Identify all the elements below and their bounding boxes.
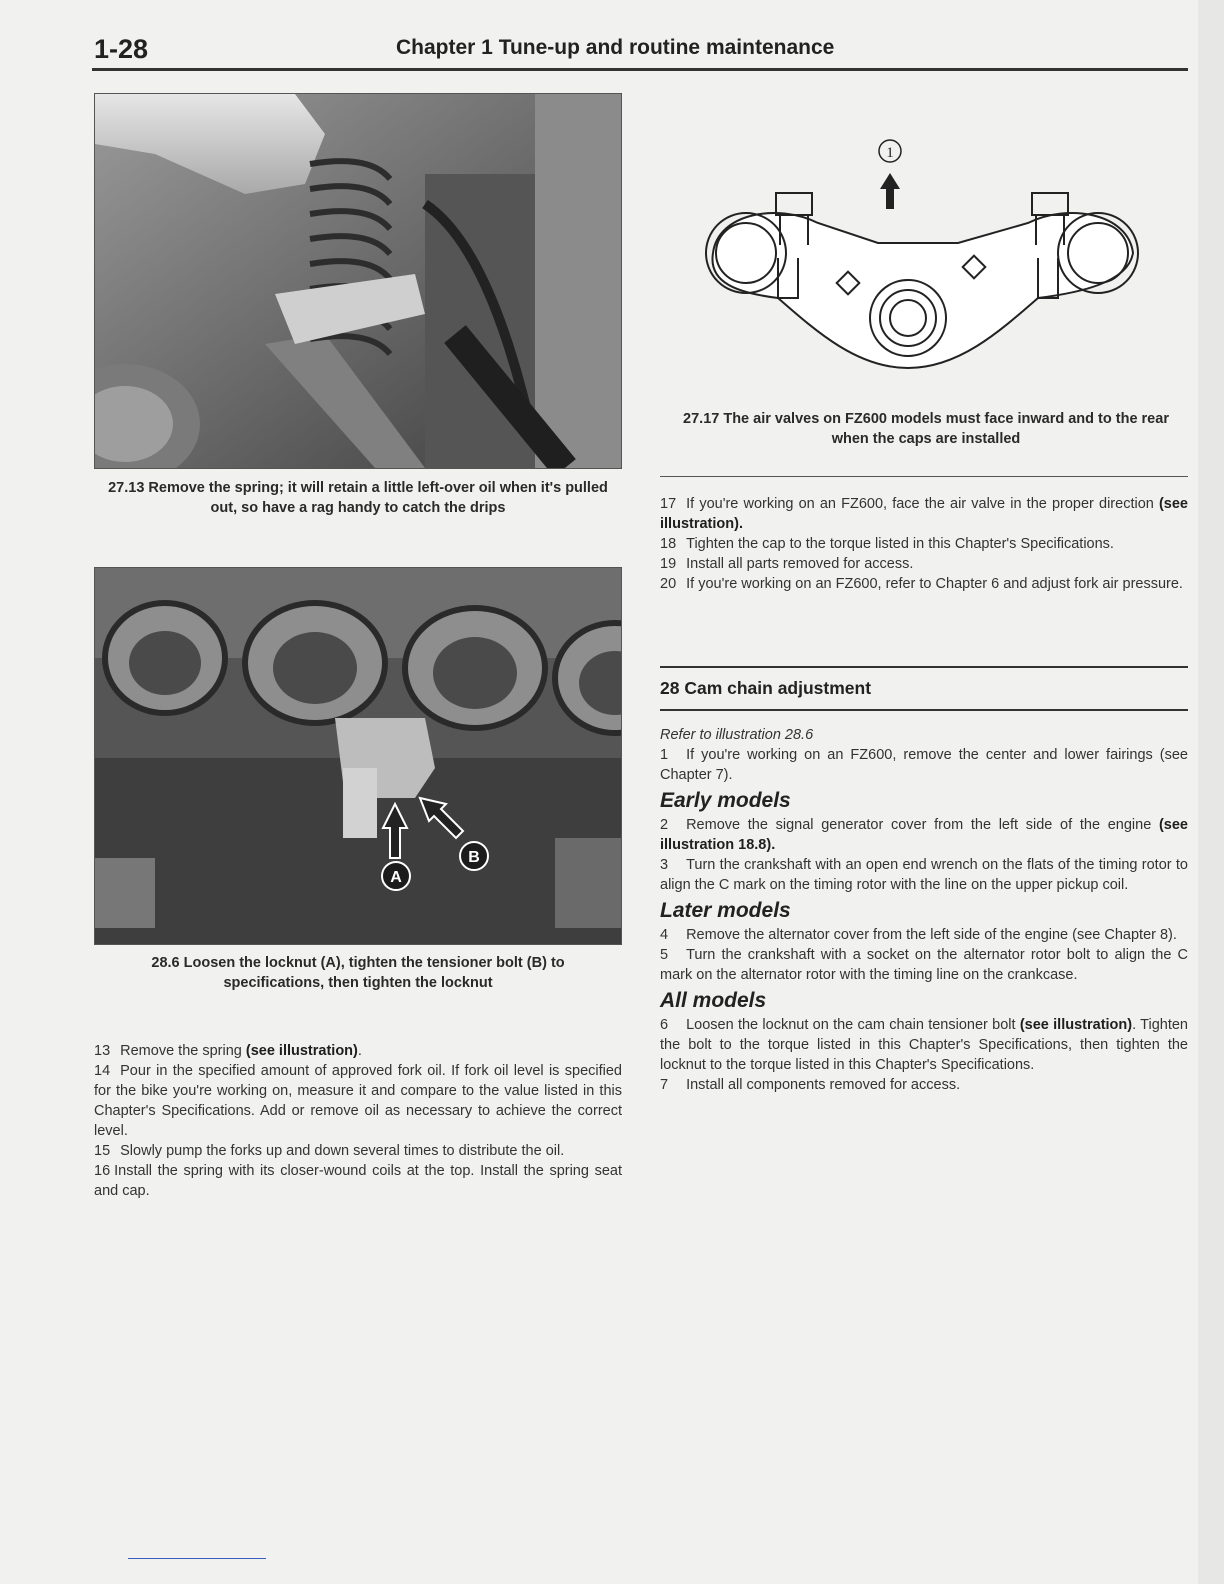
para-num: 2 <box>660 817 669 833</box>
para-num: 19 <box>660 556 677 572</box>
para-text: Pour in the specified amount of approved fork oil. If fork oil level is specified for the bike you're working on, measure it and compare to the value listed in this Chapter's Specifications. Add or remove oil as necessary to achieve the correct level. <box>94 1063 622 1139</box>
rule-right-top <box>660 476 1188 477</box>
para-text: Install all components removed for access. <box>686 1077 961 1093</box>
diagram-27-17 <box>658 93 1188 393</box>
paragraph-1 <box>660 745 1188 785</box>
paragraph-5 <box>660 945 1188 985</box>
paragraph-15 <box>94 1141 622 1161</box>
heading-early-models: Early models <box>660 789 791 812</box>
para-text: Remove the spring <box>120 1043 246 1059</box>
paragraph-3 <box>660 855 1188 895</box>
section-rule-top <box>660 666 1188 668</box>
paragraph-7 <box>660 1075 1188 1095</box>
para-text: Loosen the locknut on the cam chain tensioner bolt <box>686 1017 1020 1033</box>
illustration-ref: (see illustration). <box>660 496 1188 532</box>
para-text: If you're working on an FZ600, remove the center and lower fairings (see Chapter 7). <box>660 747 1188 783</box>
left-column-text <box>94 1041 622 1201</box>
paragraph-13 <box>94 1041 622 1061</box>
para-num: 17 <box>660 496 677 512</box>
right-column-top-text <box>660 494 1188 594</box>
illustration-ref: (see illustration) <box>1019 1017 1133 1033</box>
para-num: 18 <box>660 536 677 552</box>
paragraph-6 <box>660 1015 1188 1075</box>
fork-cap-diagram <box>658 93 1188 393</box>
para-text: If you're working on an FZ600, refer to Chapter 6 and adjust fork air pressure. <box>686 576 1183 592</box>
para-num: 13 <box>94 1043 111 1059</box>
heading-all-models: All models <box>660 989 767 1012</box>
para-text: Install the spring with its closer-wound coils at the top. Install the spring seat and cap. <box>94 1163 622 1199</box>
paragraph-19 <box>660 554 1188 574</box>
header-rule <box>92 68 1188 71</box>
chapter-title: Chapter 1 Tune-up and routine maintenance <box>396 36 835 59</box>
page-edge <box>1198 0 1224 1584</box>
caption-27-13: 27.13 Remove the spring; it will retain a little left-over oil when it's pulled out, so have a rag handy to catch the drips <box>108 480 608 516</box>
paragraph-4 <box>660 925 1188 945</box>
para-text: Tighten the cap to the torque listed in this Chapter's Specifications. <box>686 536 1114 552</box>
callout-b: B <box>468 849 480 866</box>
section-rule-bottom <box>660 709 1188 711</box>
page-number: 1-28 <box>94 34 149 64</box>
paragraph-16 <box>94 1161 622 1201</box>
callout-1: 1 <box>886 145 894 161</box>
paragraph-14 <box>94 1061 622 1141</box>
para-num: 20 <box>660 576 677 592</box>
para-text: Install all parts removed for access. <box>686 556 914 572</box>
para-num: 16 <box>94 1163 111 1179</box>
caption-28-6: 28.6 Loosen the locknut (A), tighten the tensioner bolt (B) to specifications, then tighten the locknut <box>151 955 565 991</box>
para-num: 1 <box>660 747 669 763</box>
photo-28-6 <box>94 567 622 945</box>
callout-a: A <box>390 869 402 886</box>
paragraph-17 <box>660 494 1188 534</box>
direction-arrow-icon <box>880 173 900 209</box>
illustration-ref: (see illustration) <box>245 1043 358 1059</box>
page-header <box>94 34 1188 70</box>
paragraph-18 <box>660 534 1188 554</box>
para-num: 14 <box>94 1063 111 1079</box>
photo-27-13 <box>94 93 622 469</box>
spring-removal-photo <box>95 94 621 468</box>
para-num: 4 <box>660 927 669 943</box>
caption-27-17: 27.17 The air valves on FZ600 models must face inward and to the rear when the caps are installed <box>683 411 1169 447</box>
section-28-title: 28 Cam chain adjustment <box>660 678 872 698</box>
refer-note: Refer to illustration 28.6 <box>660 727 814 743</box>
footer-link-line <box>128 1558 266 1559</box>
para-text: Turn the crankshaft with a socket on the alternator rotor bolt to align the C mark on the alternator rotor with the timing line on the crankcase. <box>660 947 1188 983</box>
para-num: 6 <box>660 1017 669 1033</box>
para-num: 7 <box>660 1077 669 1093</box>
para-num: 5 <box>660 947 669 963</box>
para-num: 15 <box>94 1143 111 1159</box>
para-text-end: . Tighten the bolt to the torque listed in this Chapter's Specifications, then tighten the locknut to the torque listed in this Chapter's Specifications. <box>660 1017 1188 1073</box>
para-text: Remove the signal generator cover from the left side of the engine <box>686 817 1159 833</box>
cam-chain-tensioner-photo <box>95 568 621 944</box>
para-text: Turn the crankshaft with an open end wrench on the flats of the timing rotor to align the C mark on the timing rotor with the line on the upper pickup coil. <box>660 857 1188 893</box>
heading-later-models: Later models <box>660 899 791 922</box>
illustration-ref: (see illustration 18.8). <box>660 817 1188 853</box>
para-text: If you're working on an FZ600, face the air valve in the proper direction <box>686 496 1159 512</box>
para-num: 3 <box>660 857 669 873</box>
paragraph-2 <box>660 815 1188 855</box>
para-text: Slowly pump the forks up and down several times to distribute the oil. <box>120 1143 565 1159</box>
paragraph-20 <box>660 574 1188 594</box>
section-28-text <box>660 725 1188 1095</box>
para-text-end: . <box>357 1043 362 1059</box>
para-text: Remove the alternator cover from the left side of the engine (see Chapter 8). <box>686 927 1177 943</box>
